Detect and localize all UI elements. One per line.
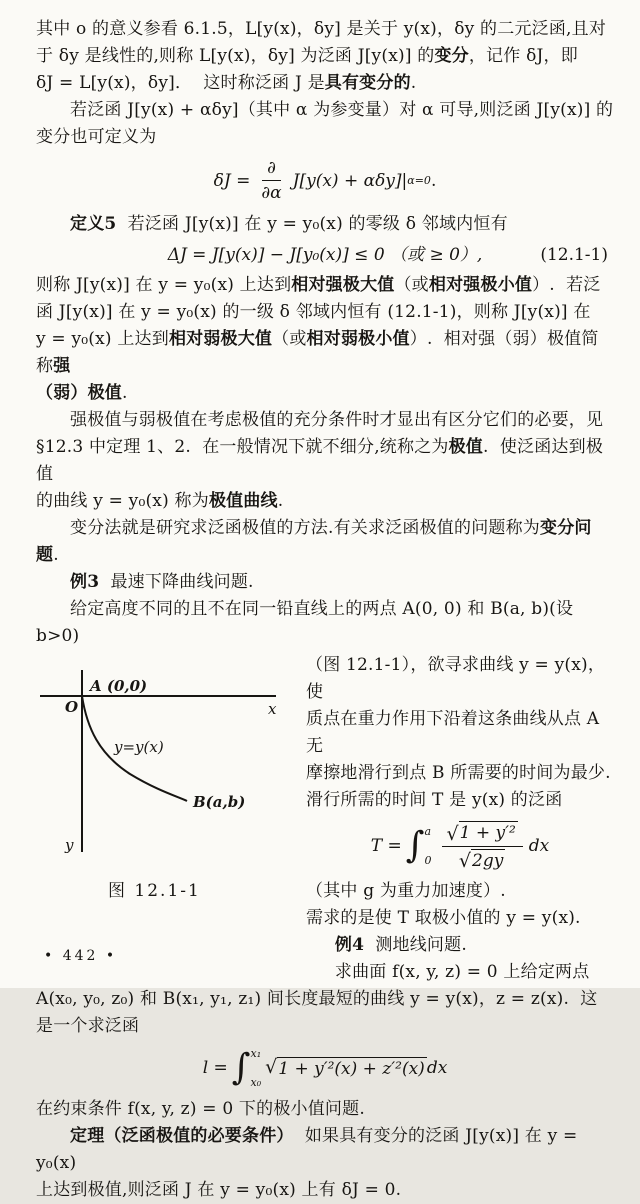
text-line: 若泛函 J[y(x) + αδy]（其中 α 为参变量）对 α 可导,则泛函 J[y(x)] 的 [70,100,614,120]
page-number: • 442 • [44,948,118,964]
text-line [306,932,614,959]
point-b-label: B(a,b) [193,793,246,812]
text-segment: . [122,383,128,404]
bold-term: 极值曲线 [208,491,278,512]
formula-time-functional [306,821,614,871]
text-line: 摩擦地滑行到点 B 所需要的时间为最少. [306,763,611,784]
text-line: 给定高度不同的且不在同一铅直线上的两点 A(0, 0) 和 B(a, b)(设 b>0) [36,599,579,647]
text-column [306,652,614,986]
radical-sign: √ [458,849,472,872]
bold-term: 极值 [448,437,484,458]
fraction-numerator [442,821,523,846]
text-line [36,211,614,238]
text-segment: . 使泛函达到极值 [36,437,604,485]
text-segment: 于 δy 是线性的,则称 L[y(x)，δy] 为泛函 J[y(x)] 的 [36,46,435,66]
text-line [36,326,614,380]
text-line [36,569,614,596]
brachistochrone-figure [36,658,304,866]
bold-term: （弱）极值 [36,383,122,404]
radicand: 1 + y′²(x) + z′²(x) [278,1058,425,1079]
text-line: 强极值与弱极值在考虑极值的充分条件时才显出有区分它们的必要，见 [70,410,604,431]
bold-term: 变分问题 [36,518,592,566]
integral-sign: ∫ [405,824,425,866]
formula-body: J[y(x) + αδy]| [292,170,408,191]
text-segment: （或 [272,329,307,350]
text-line [36,515,614,569]
upper-limit: x₁ [250,1046,262,1060]
formula-subscript: α=0 [407,174,431,188]
text-segment: 最速下降曲线问题. [99,572,254,593]
formula-body: ΔJ = J[y(x)] − J[y₀(x)] ≤ 0 （或 ≥ 0）, [167,244,483,265]
radical-sign: √ [446,822,459,845]
y-axis-label: y [65,836,74,855]
bold-term: 强 [53,356,71,377]
lower-limit: 0 [424,853,432,867]
text-segment: （或 [394,275,429,296]
formula-12-1-1 [36,245,614,265]
radicand: 2gy [472,850,504,871]
text-line [36,434,614,488]
fraction [442,821,523,871]
formula-variation-derivative [36,158,614,204]
text-segment: . [53,545,59,566]
figure-column [36,652,306,986]
text-segment: 的曲线 y = y₀(x) 称为 [36,491,209,512]
text-line: 上达到极值,则泛函 J 在 y = y₀(x) 上有 δJ = 0. [36,1179,402,1200]
text-line: 质点在重力作用下沿着这条曲线从点 A 无 [306,709,605,757]
bold-term: 相对弱极小值 [306,329,410,350]
formula-lhs: δJ = [213,170,251,191]
theorem-label: 定理（泛函极值的必要条件） [70,1125,294,1146]
text-line: A(x₀, y₀, z₀) 和 B(x₁, y₁, z₁) 间长度最短的曲线 y = y(x)，z = z(x). 这 [36,988,598,1009]
point-a-label: A (0,0) [90,677,148,696]
text-line: 是一个求泛函 [36,1015,140,1036]
integral-sign: ∫ [231,1046,251,1088]
equation-tag: (12.1-1) [540,244,608,265]
text-line: 求曲面 f(x, y, z) = 0 上给定两点 [334,961,590,982]
text-line [36,272,614,299]
radical-sign: √ [265,1056,278,1079]
text-line [36,70,614,97]
integral-limits [425,825,432,867]
bold-term: 具有变分的 [324,73,411,93]
text-line: 在约束条件 f(x, y, z) = 0 下的极小值问题. [36,1098,365,1119]
text-line [36,380,614,407]
formula-end: dx [528,835,550,856]
formula-end: dx [426,1057,448,1078]
text-segment: . [277,491,284,512]
text-segment: . [410,73,417,93]
text-segment: ，记作 δJ，即 [468,46,578,66]
figure-and-text-columns [36,652,614,986]
text-line: 滑行所需的时间 T 是 y(x) 的泛函 [306,790,563,811]
text-segment: 如果具有变分的泛函 J[y(x)] 在 y = y₀(x) [36,1125,584,1173]
figure-caption: 图 12.1-1 [108,881,201,902]
formula-end: . [430,170,437,191]
text-segment: ）. 相对强（弱）极值简称 [36,329,599,377]
text-line: 变分也可定义为 [36,127,157,147]
example-label: 例3 [70,572,100,593]
curve-label: y=y(x) [114,738,164,757]
integral-limits [251,1047,262,1089]
text-segment: 测地线问题. [364,934,467,955]
upper-limit: a [424,825,432,839]
text-segment: y = y₀(x) 上达到 [36,329,169,350]
formula-lhs: l = [202,1057,228,1078]
text-line [36,43,614,70]
formula-arc-length [36,1047,614,1089]
x-axis-label: x [268,700,277,719]
text-line: 函 J[y(x)] 在 y = y₀(x) 的一级 δ 邻域内恒有 (12.1-1)，则称 J[y(x)] 在 [36,302,591,323]
definition-label: 定义5 [70,213,117,234]
formula-lhs: T = [370,835,402,856]
fraction-denominator [454,847,510,871]
text-segment: 变分法就是研究求泛函极值的方法.有关求泛函极值的问题称为 [70,518,541,539]
radicand: 1 + y′² [459,823,516,844]
lower-limit: x₀ [250,1075,262,1089]
text-segment: δJ = L[y(x)，δy]． 这时称泛函 J 是 [36,73,325,93]
text-segment: 则称 J[y(x)] 在 y = y₀(x) 上达到 [36,275,292,296]
bold-term: 相对强极小值 [428,275,533,296]
example-label: 例4 [334,934,365,955]
fraction [256,158,286,204]
bold-term: 变分 [434,46,469,66]
text-line: （图 12.1-1），欲寻求曲线 y = y(x)，使 [306,655,606,703]
text-line: （其中 g 为重力加速度）. [306,880,506,901]
text-segment: 若泛函 J[y(x)] 在 y = y₀(x) 的零级 δ 邻域内恒有 [116,213,508,234]
text-segment: §12.3 中定理 1、2. 在一般情况下就不细分,统称之为 [36,437,449,458]
text-line [36,1123,614,1177]
origin-label: O [65,698,79,717]
fraction-numerator: ∂ [262,158,281,181]
text-line: 需求的是使 T 取极小值的 y = y(x). [306,907,581,928]
text-line [36,488,614,515]
text-line: 其中 o 的意义参看 6.1.5，L[y(x)，δy] 是关于 y(x)，δy 的二元泛函,且对 [36,19,607,39]
fraction-denominator: ∂α [261,183,282,204]
bold-term: 相对强极大值 [291,275,395,296]
text-segment: ）. 若泛 [532,275,601,296]
bold-term: 相对弱极大值 [168,329,273,350]
